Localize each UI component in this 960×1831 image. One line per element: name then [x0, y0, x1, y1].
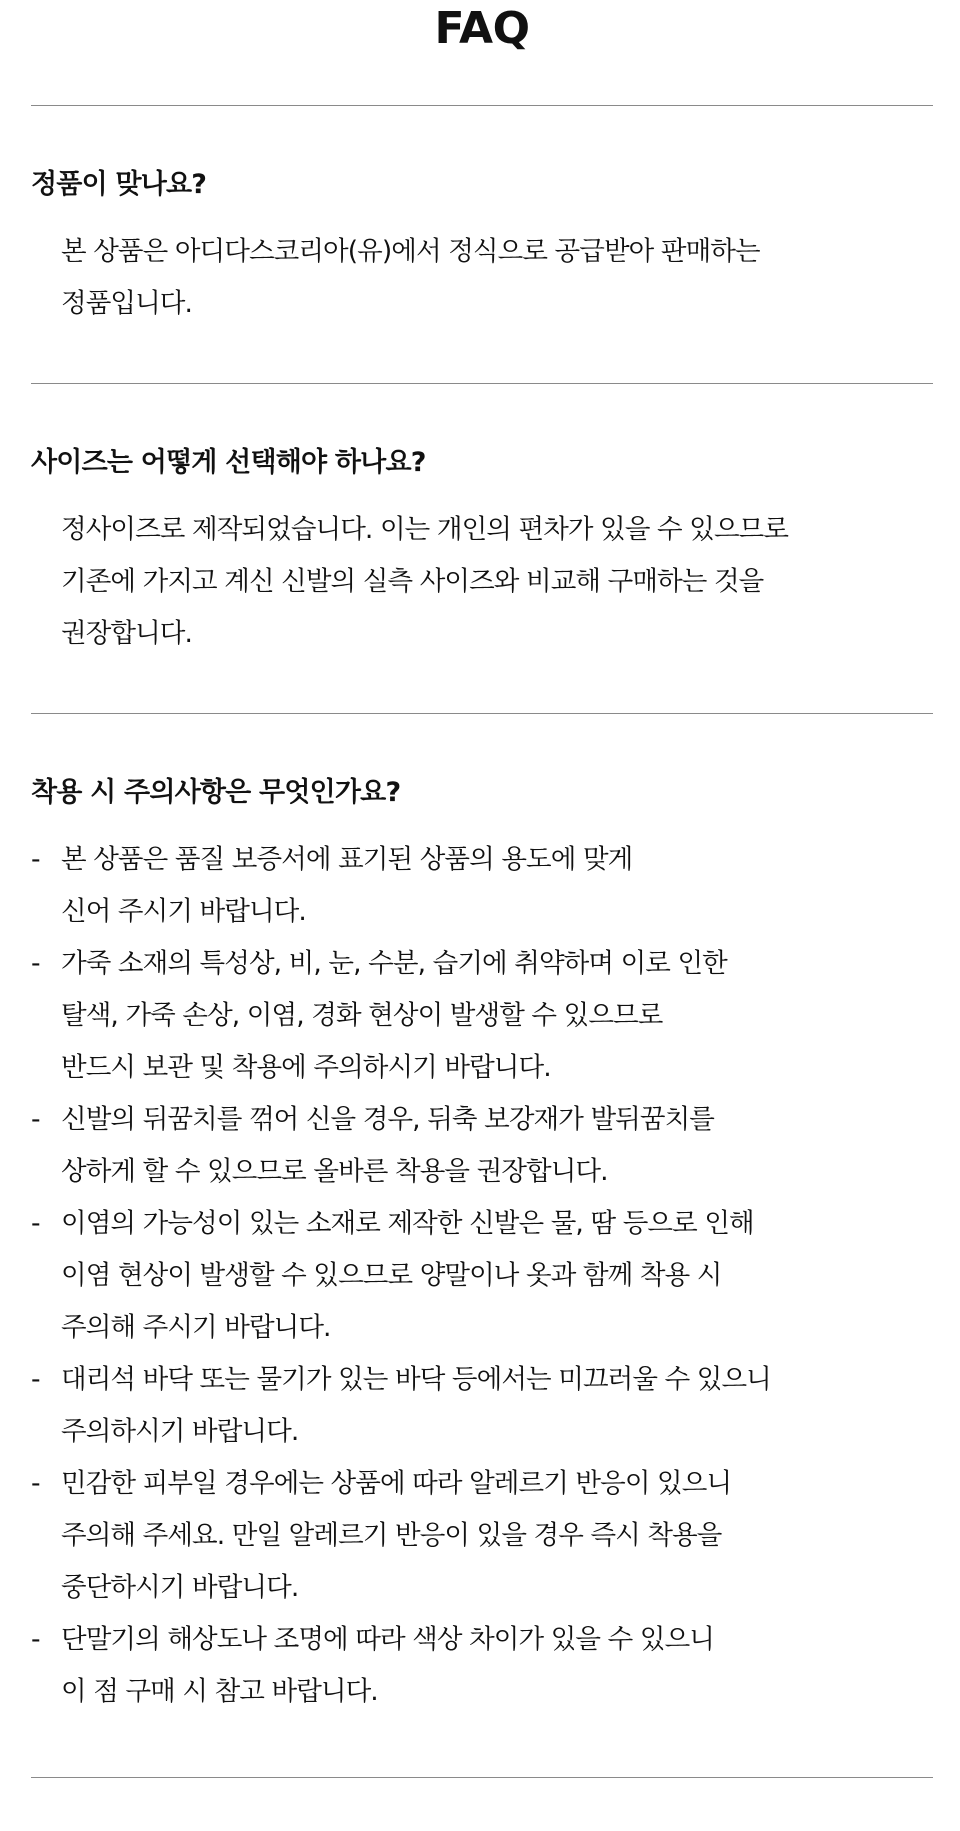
- bullet-line: 이염 현상이 발생할 수 있으므로 양말이나 옷과 함께 착용 시: [61, 1260, 722, 1291]
- faq-answer: [61, 226, 931, 330]
- faq-question: 착용 시 주의사항은 무엇인가요?: [31, 777, 401, 808]
- bullet-dash: -: [31, 1364, 40, 1395]
- list-item: [31, 1094, 933, 1198]
- bullet-line: 주의하시기 바랍니다.: [61, 1416, 299, 1447]
- bullet-line: 이염의 가능성이 있는 소재로 제작한 신발은 물, 땀 등으로 인해: [61, 1208, 754, 1239]
- bullet-dash: -: [31, 1624, 40, 1655]
- bullet-line: 본 상품은 품질 보증서에 표기된 상품의 용도에 맞게: [61, 844, 633, 875]
- bullet-dash: -: [31, 948, 40, 979]
- divider: [31, 383, 933, 384]
- bullet-line: 신발의 뒤꿈치를 꺾어 신을 경우, 뒤축 보강재가 발뒤꿈치를: [61, 1104, 714, 1135]
- bullet-line: 단말기의 해상도나 조명에 따라 색상 차이가 있을 수 있으니: [61, 1624, 714, 1655]
- list-item: [31, 1458, 933, 1614]
- divider: [31, 105, 933, 106]
- divider: [31, 713, 933, 714]
- bullet-line: 반드시 보관 및 착용에 주의하시기 바랍니다.: [61, 1052, 551, 1083]
- faq-question: 사이즈는 어떻게 선택해야 하나요?: [31, 447, 426, 478]
- answer-line: 정품입니다.: [61, 288, 193, 319]
- list-item: [31, 1198, 933, 1354]
- faq-answer: [61, 504, 931, 660]
- answer-line: 권장합니다.: [61, 618, 193, 649]
- list-item: [31, 938, 933, 1094]
- bullet-dash: -: [31, 1208, 40, 1239]
- bullet-dash: -: [31, 1468, 40, 1499]
- bullet-line: 신어 주시기 바랍니다.: [61, 896, 306, 927]
- bullet-line: 중단하시기 바랍니다.: [61, 1572, 299, 1603]
- bullet-line: 주의해 주시기 바랍니다.: [61, 1312, 331, 1343]
- bullet-line: 대리석 바닥 또는 물기가 있는 바닥 등에서는 미끄러울 수 있으니: [61, 1364, 771, 1395]
- answer-line: 기존에 가지고 계신 신발의 실측 사이즈와 비교해 구매하는 것을: [61, 566, 764, 597]
- bullet-line: 민감한 피부일 경우에는 상품에 따라 알레르기 반응이 있으니: [61, 1468, 732, 1499]
- bullet-line: 가죽 소재의 특성상, 비, 눈, 수분, 습기에 취약하며 이로 인한: [61, 948, 727, 979]
- bullet-dash: -: [31, 1104, 40, 1135]
- bullet-line: 주의해 주세요. 만일 알레르기 반응이 있을 경우 즉시 착용을: [61, 1520, 722, 1551]
- bullet-line: 상하게 할 수 있으므로 올바른 착용을 권장합니다.: [61, 1156, 608, 1187]
- answer-line: 본 상품은 아디다스코리아(유)에서 정식으로 공급받아 판매하는: [61, 236, 760, 267]
- divider: [31, 1777, 933, 1778]
- bullet-dash: -: [31, 844, 40, 875]
- page-title: FAQ: [434, 3, 530, 54]
- bullet-line: 이 점 구매 시 참고 바랍니다.: [61, 1676, 378, 1707]
- faq-question: 정품이 맞나요?: [31, 169, 207, 200]
- precaution-list: [31, 834, 933, 1718]
- bullet-line: 탈색, 가죽 손상, 이염, 경화 현상이 발생할 수 있으므로: [61, 1000, 663, 1031]
- list-item: [31, 1354, 933, 1458]
- list-item: [31, 834, 933, 938]
- list-item: [31, 1614, 933, 1718]
- answer-line: 정사이즈로 제작되었습니다. 이는 개인의 편차가 있을 수 있으므로: [61, 514, 789, 545]
